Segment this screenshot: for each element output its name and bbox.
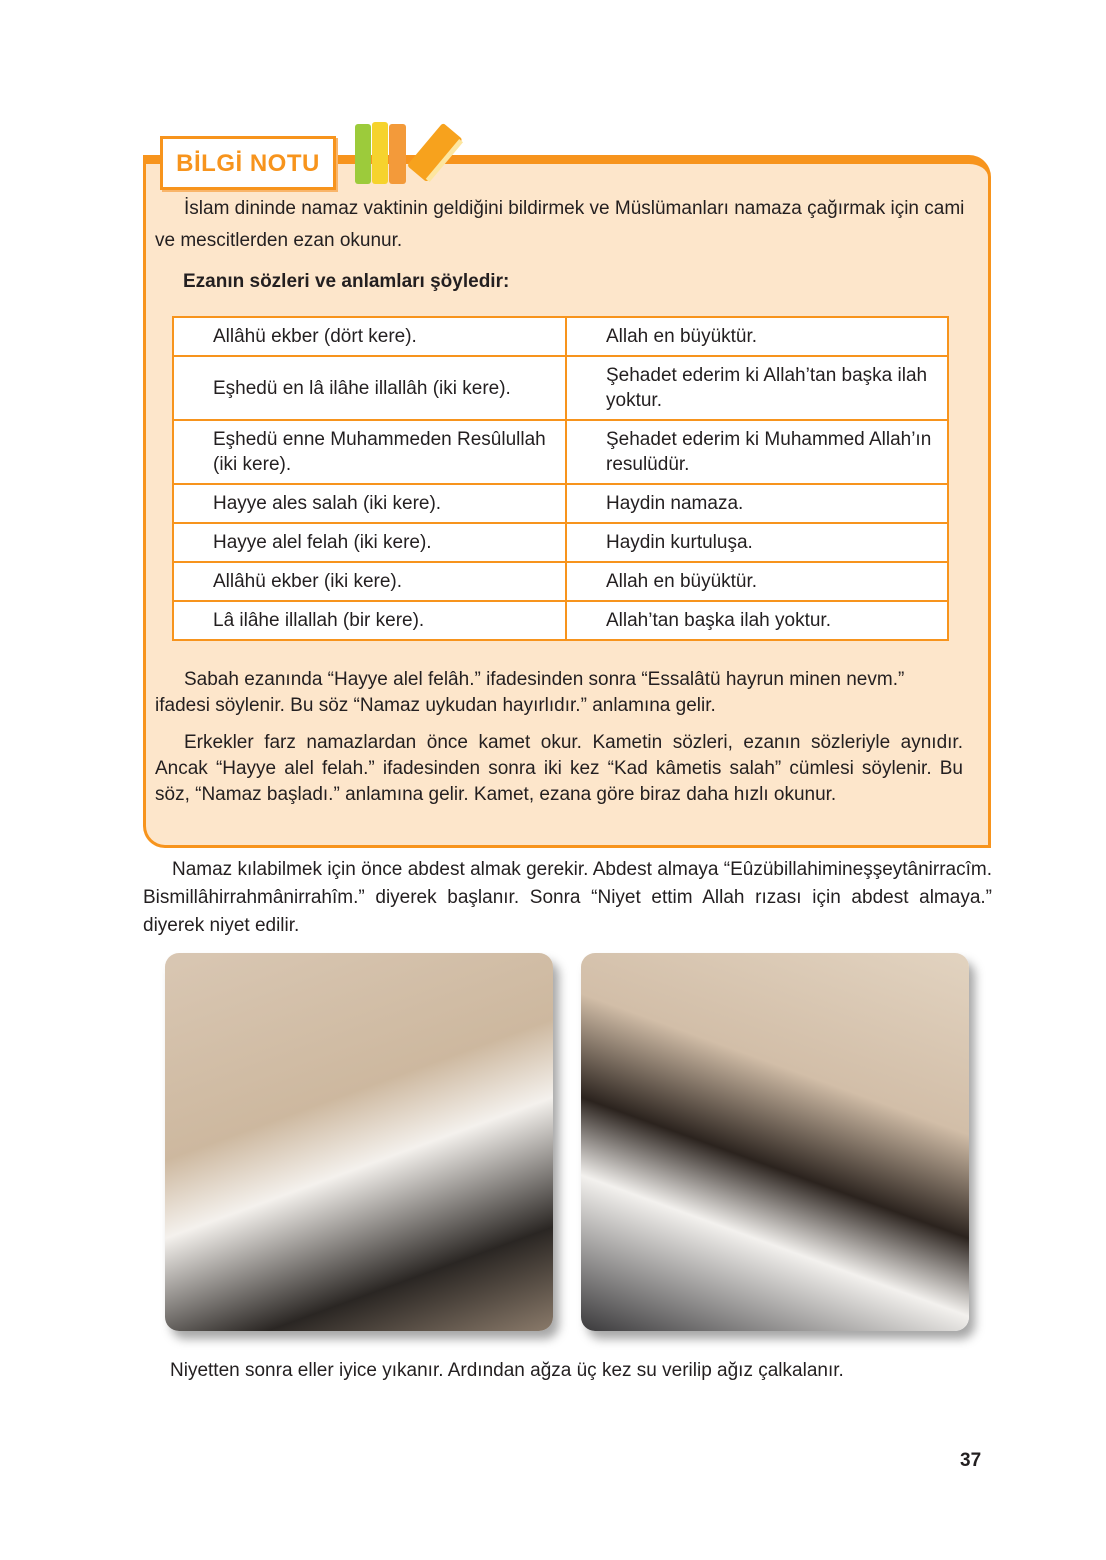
arabic-phrase-cell: Lâ ilâhe illallah (bir kere). xyxy=(173,601,566,640)
table-row xyxy=(173,562,948,601)
table-row xyxy=(173,523,948,562)
arabic-phrase-cell: Eşhedü enne Muhammeden Resûlullah (iki kere). xyxy=(173,420,566,484)
table-row xyxy=(173,420,948,484)
arabic-phrase-cell: Hayye alel felah (iki kere). xyxy=(173,523,566,562)
meaning-cell: Allah en büyüktür. xyxy=(566,562,948,601)
table-row xyxy=(173,317,948,356)
arabic-phrase-cell: Eşhedü en lâ ilâhe illallâh (iki kere). xyxy=(173,356,566,420)
info-note-title: BİLGİ NOTU xyxy=(176,150,320,177)
arabic-phrase-cell: Allâhü ekber (dört kere). xyxy=(173,317,566,356)
page-number: 37 xyxy=(960,1450,982,1471)
table-row xyxy=(173,601,948,640)
photo-rinsing-mouth xyxy=(581,953,969,1331)
meaning-cell: Şehadet ederim ki Allah’tan başka ilah yoktur. xyxy=(566,356,948,420)
meaning-cell: Allah’tan başka ilah yoktur. xyxy=(566,601,948,640)
intro-paragraph: İslam dininde namaz vaktinin geldiğini bildirmek ve Müslümanları namaza çağırmak için cami ve mescitlerden ezan okunur. xyxy=(155,198,965,251)
photo-caption: Niyetten sonra eller iyice yıkanır. Ardından ağza üç kez su verilip ağız çalkalanır. xyxy=(170,1360,844,1381)
meaning-cell: Haydin kurtuluşa. xyxy=(566,523,948,562)
meaning-cell: Şehadet ederim ki Muhammed Allah’ın resulüdür. xyxy=(566,420,948,484)
adhan-table xyxy=(172,316,949,641)
morning-adhan-paragraph: Sabah ezanında “Hayye alel felâh.” ifadesinden sonra “Essalâtü hayrun minen nevm.” ifadesi söylenir. Bu söz “Namaz uykudan hayırlıdır.” anlamına gelir. xyxy=(155,669,905,716)
table-heading: Ezanın sözleri ve anlamları şöyledir: xyxy=(183,271,510,292)
meaning-cell: Allah en büyüktür. xyxy=(566,317,948,356)
arabic-phrase-cell: Allâhü ekber (iki kere). xyxy=(173,562,566,601)
table-row xyxy=(173,484,948,523)
iqamah-paragraph: Erkekler farz namazlardan önce kamet okur. Kametin sözleri, ezanın sözleriyle aynıdır. Ancak “Hayye alel felah.” ifadesinden sonra iki kez “Kad kâmetis salah” cümlesi söylenir. Bu söz, “Namaz başladı.” anlamına gelir. Kamet, ezana göre biraz daha hızlı okunur. xyxy=(155,732,963,805)
table-row xyxy=(173,356,948,420)
info-note-tag xyxy=(160,136,336,190)
meaning-cell: Haydin namaza. xyxy=(566,484,948,523)
photo-washing-hands xyxy=(165,953,553,1331)
arabic-phrase-cell: Hayye ales salah (iki kere). xyxy=(173,484,566,523)
ablution-paragraph: Namaz kılabilmek için önce abdest almak gerekir. Abdest almaya “Eûzübillahimineşşeytânirracîm. Bismillâhirrahmânirrahîm.” diyerek başlanır. Sonra “Niyet ettim Allah rızası için abdest almaya.” diyerek niyet edilir. xyxy=(143,859,992,936)
books-icon xyxy=(352,118,467,188)
